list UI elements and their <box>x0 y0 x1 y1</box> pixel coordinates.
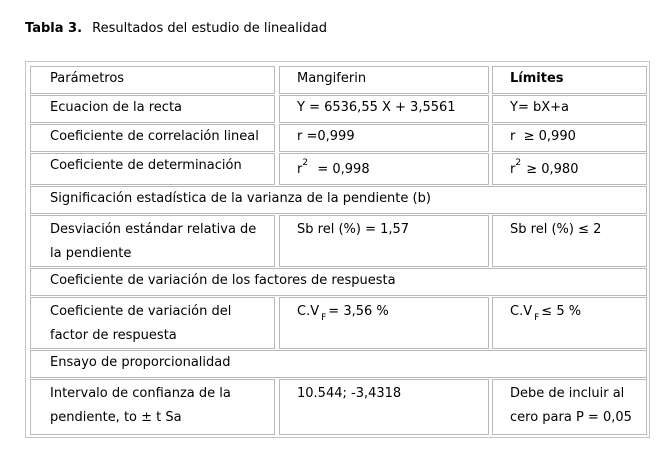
limit-cv-sub: F <box>534 313 540 323</box>
param-correlacion: Coeficiente de correlación lineal <box>30 124 275 152</box>
section-significacion: Significación estadística de la varianza de la pendiente (b) <box>30 186 647 214</box>
value-cv-rest: = 3,56 % <box>328 304 389 319</box>
header-parametros: Parámetros <box>30 66 275 94</box>
section-factores: Coeficiente de variación de los factores de respuesta <box>30 268 647 296</box>
limit-intervalo <box>492 379 647 435</box>
value-cv-base: C.V <box>297 304 320 319</box>
limit-correlacion <box>492 124 647 152</box>
value-determinacion <box>279 153 489 185</box>
param-cv-factor-line1: Coeficiente de variación del <box>50 304 232 319</box>
param-desviacion-line1: Desviación estándar relativa de <box>50 222 257 237</box>
limit-correlacion-symbol: r <box>510 129 516 144</box>
param-intervalo-line2: pendiente, to ± t Sa <box>50 410 182 425</box>
value-intervalo: 10.544; -3,4318 <box>279 379 489 435</box>
section-proporcionalidad: Ensayo de proporcionalidad <box>30 350 647 378</box>
value-desviacion: Sb rel (%) = 1,57 <box>279 215 489 267</box>
table-caption <box>25 21 327 36</box>
param-desviacion-line2: la pendiente <box>50 246 132 261</box>
value-cv-factor <box>279 297 489 349</box>
limit-desviacion: Sb rel (%) ≤ 2 <box>492 215 647 267</box>
limit-determinacion-base: r <box>510 162 516 177</box>
limit-correlacion-value: ≥ 0,990 <box>523 129 576 144</box>
limit-cv-base: C.V <box>510 304 533 319</box>
table-title: Resultados del estudio de linealidad <box>92 21 327 36</box>
limit-cv-rest: ≤ 5 % <box>541 304 582 319</box>
value-correlacion: r =0,999 <box>279 124 489 152</box>
value-cv-sub: F <box>321 313 327 323</box>
limit-intervalo-line1: Debe de incluir al <box>510 386 625 401</box>
value-determinacion-exp: 2 <box>302 158 309 168</box>
linearity-table <box>25 61 650 438</box>
table-number: Tabla 3. <box>25 21 83 36</box>
header-mangiferin: Mangiferin <box>279 66 489 94</box>
limit-ecuacion: Y= bX+a <box>492 95 647 123</box>
param-intervalo-line1: Intervalo de confianza de la <box>50 386 231 401</box>
param-desviacion <box>30 215 275 267</box>
limit-determinacion <box>492 153 647 185</box>
value-ecuacion: Y = 6536,55 X + 3,5561 <box>279 95 489 123</box>
limit-intervalo-line2: cero para P = 0,05 <box>510 410 632 425</box>
limit-cv-factor <box>492 297 647 349</box>
param-intervalo <box>30 379 275 435</box>
param-determinacion: Coeficiente de determinación <box>30 153 275 185</box>
param-ecuacion: Ecuacion de la recta <box>30 95 275 123</box>
limit-determinacion-exp: 2 <box>515 158 522 168</box>
param-cv-factor <box>30 297 275 349</box>
header-limites: Límites <box>492 66 647 94</box>
value-determinacion-rest: = 0,998 <box>317 162 370 177</box>
limit-determinacion-rest: ≥ 0,980 <box>526 162 579 177</box>
param-cv-factor-line2: factor de respuesta <box>50 328 177 343</box>
value-determinacion-base: r <box>297 162 303 177</box>
